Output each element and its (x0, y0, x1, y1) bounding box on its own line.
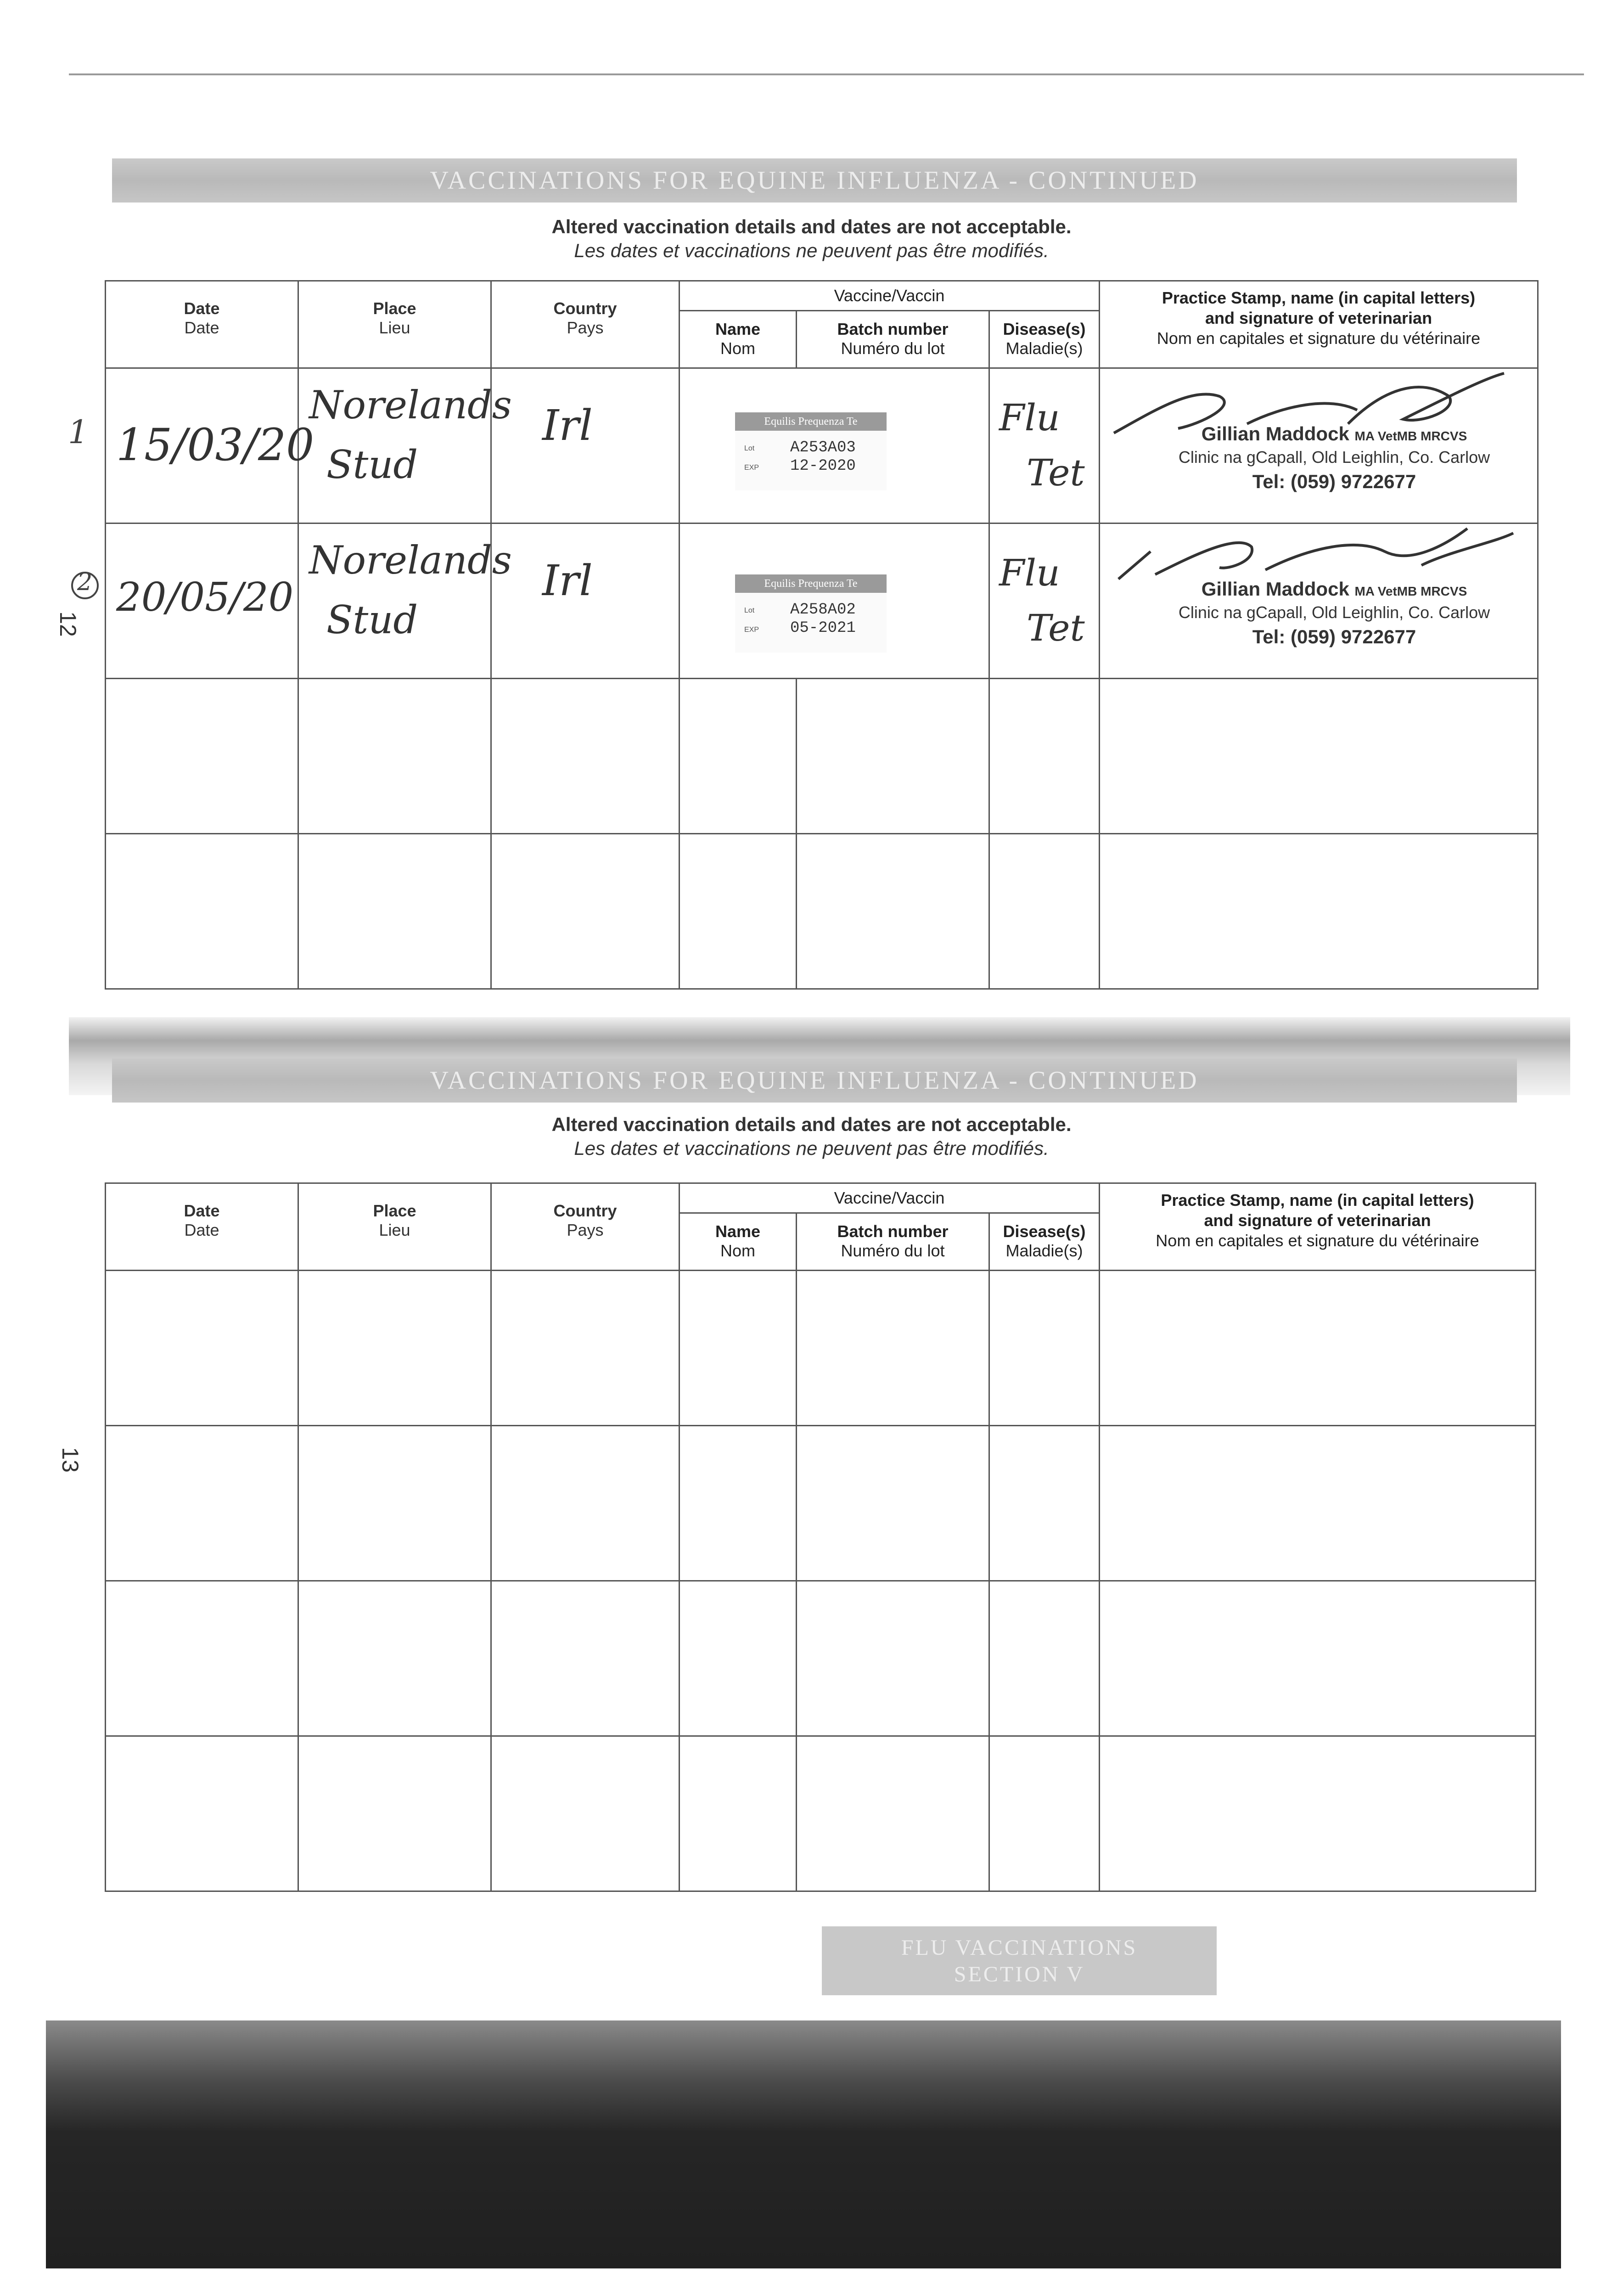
handwritten-date: 20/05/20 (116, 574, 294, 620)
place-cell (298, 1271, 491, 1426)
stamp-vet-name: Gillian Maddock (1201, 578, 1349, 600)
vaccine-sticker (735, 412, 887, 490)
stamp-signature-cell (1100, 1736, 1536, 1891)
vaccine-name-cell (680, 1271, 797, 1426)
table-row (106, 1271, 1536, 1426)
stamp-telephone: Tel: (059) 9722677 (1252, 471, 1416, 492)
country-cell (491, 1271, 680, 1426)
expiry-date: 12-2020 (790, 457, 856, 475)
date-cell (106, 679, 298, 834)
handwritten-country: Irl (542, 401, 593, 450)
table-row (106, 368, 1538, 523)
row-marker: 1 (68, 413, 89, 451)
expiry-date: 05-2021 (790, 619, 856, 637)
disease-cell (989, 368, 1100, 523)
stamp-vet-name: Gillian Maddock (1201, 423, 1349, 445)
header-batch-number: Batch number Numéro du lot (797, 1213, 989, 1271)
upper-banner-title: VACCINATIONS FOR EQUINE INFLUENZA - CONTINUED (430, 166, 1199, 195)
batch-number-cell (797, 1581, 989, 1736)
batch-number-cell (797, 1426, 989, 1581)
batch-number: A258A02 (790, 601, 856, 619)
stamp-address: Clinic na gCapall, Old Leighlin, Co. Carlow (1178, 448, 1490, 467)
row-marker: 2 (77, 568, 93, 596)
header-practice-stamp: Practice Stamp, name (in capital letters) and signature of veterinarian Nom en capitales et signature du vétérinaire (1100, 281, 1538, 368)
handwritten-place: Stud (326, 597, 418, 642)
page-edge-rule (69, 73, 1584, 75)
place-cell (298, 679, 491, 834)
disease-cell (989, 834, 1100, 989)
handwritten-disease: Tet (1027, 607, 1085, 649)
header-date: Date Date (106, 1183, 298, 1271)
batch-mark: Lot (744, 445, 755, 452)
table-row (106, 1426, 1536, 1581)
country-cell (491, 368, 680, 523)
expiry-mark: EXP (744, 464, 759, 472)
stamp-signature-cell (1100, 1581, 1536, 1736)
date-cell (106, 1581, 298, 1736)
stamp-signature-cell (1100, 1426, 1536, 1581)
batch-number-cell (797, 679, 989, 834)
header-place: Place Lieu (298, 1183, 491, 1271)
date-cell (106, 1271, 298, 1426)
date-cell (106, 834, 298, 989)
table-row (106, 1736, 1536, 1891)
page-number: 13 (57, 1447, 83, 1473)
expiry-mark: EXP (744, 626, 759, 634)
handwritten-disease: Flu (999, 396, 1060, 439)
stamp-signature-cell (1100, 523, 1538, 679)
disease-cell (989, 1736, 1100, 1891)
country-cell (491, 679, 680, 834)
practice-stamp (1169, 578, 1499, 648)
vaccine-name-label: Equilis Prequenza Te (735, 412, 887, 431)
place-cell (298, 1581, 491, 1736)
vaccine-name-cell (680, 1581, 797, 1736)
vaccine-name-cell (680, 1426, 797, 1581)
header-practice-stamp: Practice Stamp, name (in capital letters) and signature of veterinarian Nom en capitales et signature du vétérinaire (1100, 1183, 1536, 1271)
header-place: Place Lieu (298, 281, 491, 368)
table-row (106, 834, 1538, 989)
table-row (106, 679, 1538, 834)
lower-vaccination-table (105, 1182, 1536, 1892)
vaccine-sticker (735, 574, 887, 653)
vaccine-name-cell (680, 834, 797, 989)
place-cell (298, 523, 512, 679)
upper-warning-english: Altered vaccination details and dates are not acceptable. (551, 216, 1072, 237)
header-vaccine: Vaccine/Vaccin (680, 1183, 1100, 1213)
stamp-qualifications: MA VetMB MRCVS (1354, 429, 1467, 443)
header-country: Country Pays (491, 281, 680, 368)
country-cell (491, 1581, 680, 1736)
lower-section-banner (112, 1058, 1517, 1103)
upper-warning-french: Les dates et vaccinations ne peuvent pas être modifiés. (574, 240, 1049, 261)
header-disease: Disease(s) Maladie(s) (989, 1213, 1100, 1271)
stamp-address: Clinic na gCapall, Old Leighlin, Co. Carlow (1178, 603, 1490, 622)
disease-cell (989, 1271, 1100, 1426)
disease-cell (989, 679, 1100, 834)
handwritten-disease: Tet (1027, 451, 1085, 494)
lower-warning-french: Les dates et vaccinations ne peuvent pas être modifiés. (574, 1137, 1049, 1159)
disease-cell (989, 523, 1100, 679)
batch-number-cell (797, 1271, 989, 1426)
handwritten-place: Norelands (309, 383, 512, 428)
batch-number-cell (797, 834, 989, 989)
country-cell (491, 834, 680, 989)
date-cell (106, 1736, 298, 1891)
country-cell (491, 523, 680, 679)
date-cell (106, 523, 298, 679)
header-date: Date Date (106, 281, 298, 368)
header-batch-number: Batch number Numéro du lot (797, 311, 989, 368)
vaccine-sticker-cell (680, 523, 989, 679)
batch-number: A253A03 (790, 439, 856, 456)
stamp-qualifications: MA VetMB MRCVS (1354, 584, 1467, 598)
disease-cell (989, 1581, 1100, 1736)
date-cell (106, 1426, 298, 1581)
handwritten-country: Irl (542, 556, 593, 605)
practice-stamp (1169, 423, 1499, 493)
header-disease: Disease(s) Maladie(s) (989, 311, 1100, 368)
header-vaccine-name: Name Nom (680, 1213, 797, 1271)
page-number: 12 (55, 611, 81, 637)
vaccine-name-cell (680, 679, 797, 834)
footer-section: SECTION V (954, 1962, 1085, 1986)
handwritten-place: Stud (326, 442, 418, 487)
country-cell (491, 1426, 680, 1581)
upper-vaccination-table (105, 280, 1539, 990)
handwritten-place: Norelands (309, 538, 512, 583)
upper-section-banner (112, 158, 1517, 203)
country-cell (491, 1736, 680, 1891)
vaccine-name-cell (680, 1736, 797, 1891)
lower-warning-english: Altered vaccination details and dates are not acceptable. (551, 1114, 1072, 1135)
scan-shadow-band (46, 2020, 1561, 2268)
stamp-telephone: Tel: (059) 9722677 (1252, 626, 1416, 647)
table-row (106, 523, 1538, 679)
handwritten-disease: Flu (999, 551, 1060, 594)
header-country: Country Pays (491, 1183, 680, 1271)
header-vaccine: Vaccine/Vaccin (680, 281, 1100, 311)
vaccine-name-label: Equilis Prequenza Te (735, 574, 887, 593)
disease-cell (989, 1426, 1100, 1581)
handwritten-date: 15/03/20 (116, 419, 314, 471)
stamp-signature-cell (1100, 1271, 1536, 1426)
place-cell (298, 1426, 491, 1581)
stamp-signature-cell (1100, 679, 1538, 834)
stamp-signature-cell (1100, 368, 1538, 523)
stamp-signature-cell (1100, 834, 1538, 989)
vaccine-sticker-cell (680, 368, 989, 523)
place-cell (298, 1736, 491, 1891)
footer-title: FLU VACCINATIONS (901, 1936, 1138, 1960)
lower-banner-title: VACCINATIONS FOR EQUINE INFLUENZA - CONTINUED (430, 1066, 1199, 1095)
date-cell (106, 368, 314, 523)
header-vaccine-name: Name Nom (680, 311, 797, 368)
section-footer-tab (822, 1926, 1217, 1995)
batch-mark: Lot (744, 607, 755, 614)
place-cell (298, 368, 512, 523)
table-row (106, 1581, 1536, 1736)
batch-number-cell (797, 1736, 989, 1891)
place-cell (298, 834, 491, 989)
